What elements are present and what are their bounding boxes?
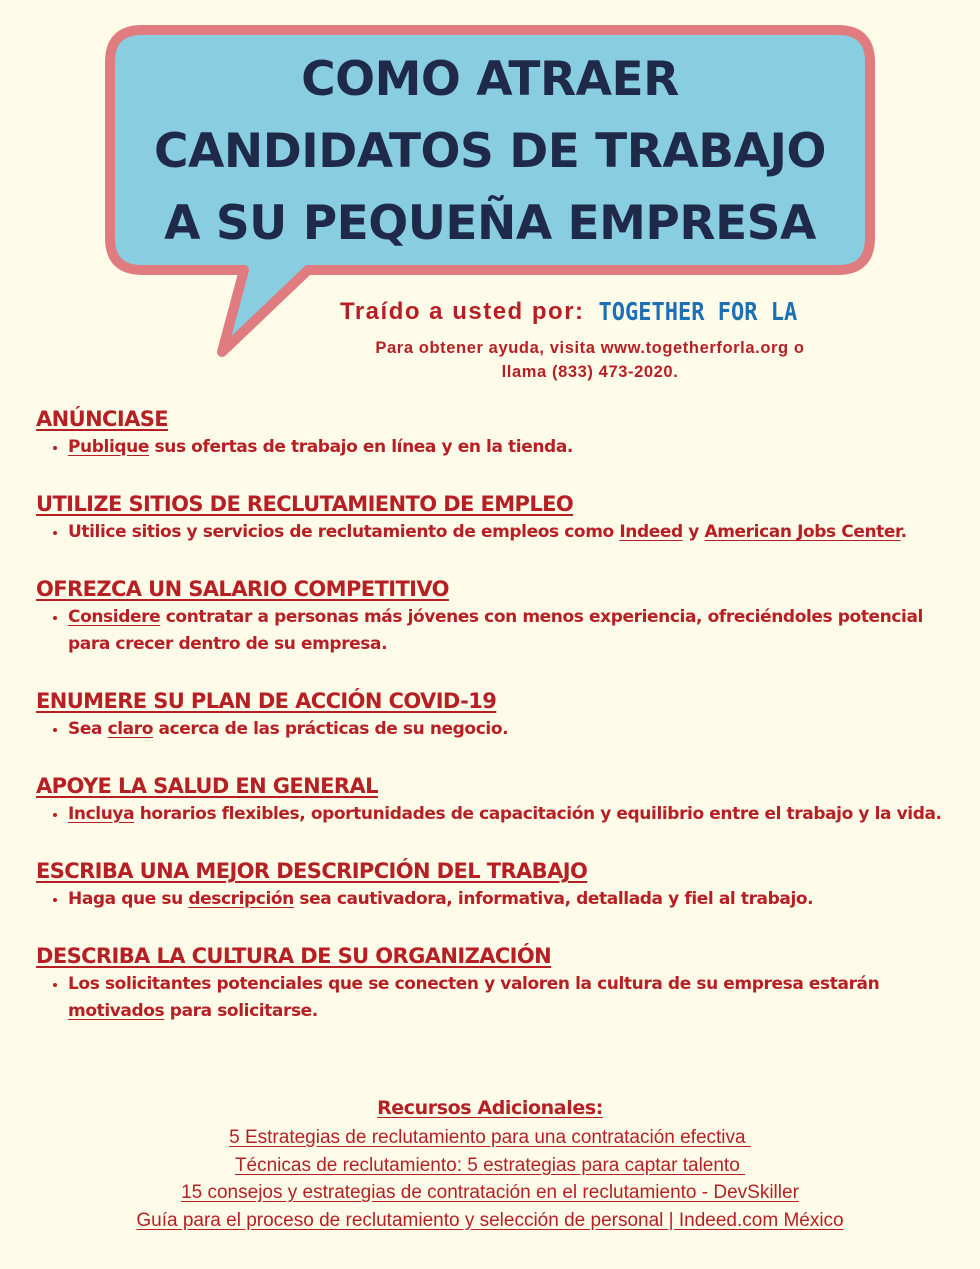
section-bullet-list (36, 604, 956, 658)
bullet-item (68, 971, 956, 1025)
section-bullet-list (36, 801, 956, 828)
bullet-item (68, 886, 956, 913)
section-title: UTILIZE SITIOS DE RECLUTAMIENTO DE EMPLEO (36, 492, 574, 516)
brand-logo-text: TOGETHER FOR LA (598, 298, 798, 327)
section-bullet-list (36, 886, 956, 913)
bullet-text: acerca de las prácticas de su negocio. (153, 719, 509, 739)
bullet-text: y (682, 522, 705, 542)
title-line-2: CANDIDATOS DE TRABAJO (154, 124, 826, 179)
underlined-link-text[interactable]: motivados (68, 1001, 165, 1021)
resource-link-3[interactable]: 15 consejos y estrategias de contratación en el reclutamiento - DevSkiller (181, 1182, 799, 1203)
section-bullet-list (36, 519, 956, 546)
section-3 (36, 574, 956, 658)
bullet-item (68, 604, 956, 658)
bullet-item (68, 519, 956, 546)
section-title: ANÚNCIASE (36, 407, 169, 431)
section-6 (36, 856, 956, 913)
underlined-link-text[interactable]: Incluya (68, 804, 135, 824)
bullet-text: Los solicitantes potenciales que se conecten y valoren la cultura de su empresa estarán (68, 974, 880, 994)
bullet-item (68, 716, 956, 743)
section-title: ENUMERE SU PLAN DE ACCIÓN COVID-19 (36, 689, 497, 713)
section-bullet-list (36, 971, 956, 1025)
brought-by-line (340, 298, 840, 326)
section-title: APOYE LA SALUD EN GENERAL (36, 774, 378, 798)
additional-resources (0, 1094, 980, 1234)
brought-by-label: Traído a usted por: (340, 298, 585, 325)
bullet-text: Sea (68, 719, 108, 739)
section-title: DESCRIBA LA CULTURA DE SU ORGANIZACIÓN (36, 944, 552, 968)
title-line-3: A SU PEQUEÑA EMPRESA (164, 196, 816, 251)
resource-link-1[interactable]: 5 Estrategias de reclutamiento para una contratación efectiva (229, 1127, 751, 1148)
title-line-1: COMO ATRAER (301, 52, 679, 107)
bullet-text: contratar a personas más jóvenes con menos experiencia, ofreciéndoles potencial para crecer dentro de su empresa. (68, 607, 923, 654)
bullet-text: . (900, 522, 907, 542)
bullet-text: Utilice sitios y servicios de reclutamiento de empleos como (68, 522, 620, 542)
section-bullet-list (36, 716, 956, 743)
bullet-text: sus ofertas de trabajo en línea y en la tienda. (149, 437, 573, 457)
help-line-phone: llama (833) 473-2020. (501, 363, 679, 381)
section-2 (36, 489, 956, 546)
help-contact (320, 336, 860, 384)
section-7 (36, 941, 956, 1025)
bullet-text: Haga que su (68, 889, 189, 909)
bullet-text: sea cautivadora, informativa, detallada y fiel al trabajo. (293, 889, 814, 909)
section-title: OFREZCA UN SALARIO COMPETITIVO (36, 577, 449, 601)
section-5 (36, 771, 956, 828)
bullet-item (68, 434, 956, 461)
section-4 (36, 686, 956, 743)
underlined-link-text[interactable]: claro (107, 719, 154, 739)
bullet-text: horarios flexibles, oportunidades de capacitación y equilibrio entre el trabajo y la vida. (134, 804, 942, 824)
resource-link-2[interactable]: Técnicas de reclutamiento: 5 estrategias para captar talento (234, 1154, 746, 1176)
underlined-link-text[interactable]: descripción (188, 889, 294, 909)
help-line-website: Para obtener ayuda, visita www.togetherforla.org o (375, 339, 805, 357)
tips-sections (36, 404, 956, 1053)
underlined-link-text[interactable]: Publique (68, 437, 149, 457)
bullet-item (68, 801, 956, 828)
underlined-link-text[interactable]: Indeed (619, 522, 683, 542)
section-bullet-list (36, 434, 956, 461)
section-title: ESCRIBA UNA MEJOR DESCRIPCIÓN DEL TRABAJO (36, 859, 588, 883)
underlined-link-text[interactable]: Considere (68, 607, 161, 627)
bullet-text: para solicitarse. (164, 1001, 318, 1021)
section-1 (36, 404, 956, 461)
resource-link-4[interactable]: Guía para el proceso de reclutamiento y selección de personal | Indeed.com México (136, 1209, 844, 1231)
page-title (118, 44, 862, 260)
resources-title: Recursos Adicionales: (377, 1097, 603, 1119)
underlined-link-text[interactable]: American Jobs Center (704, 522, 901, 542)
